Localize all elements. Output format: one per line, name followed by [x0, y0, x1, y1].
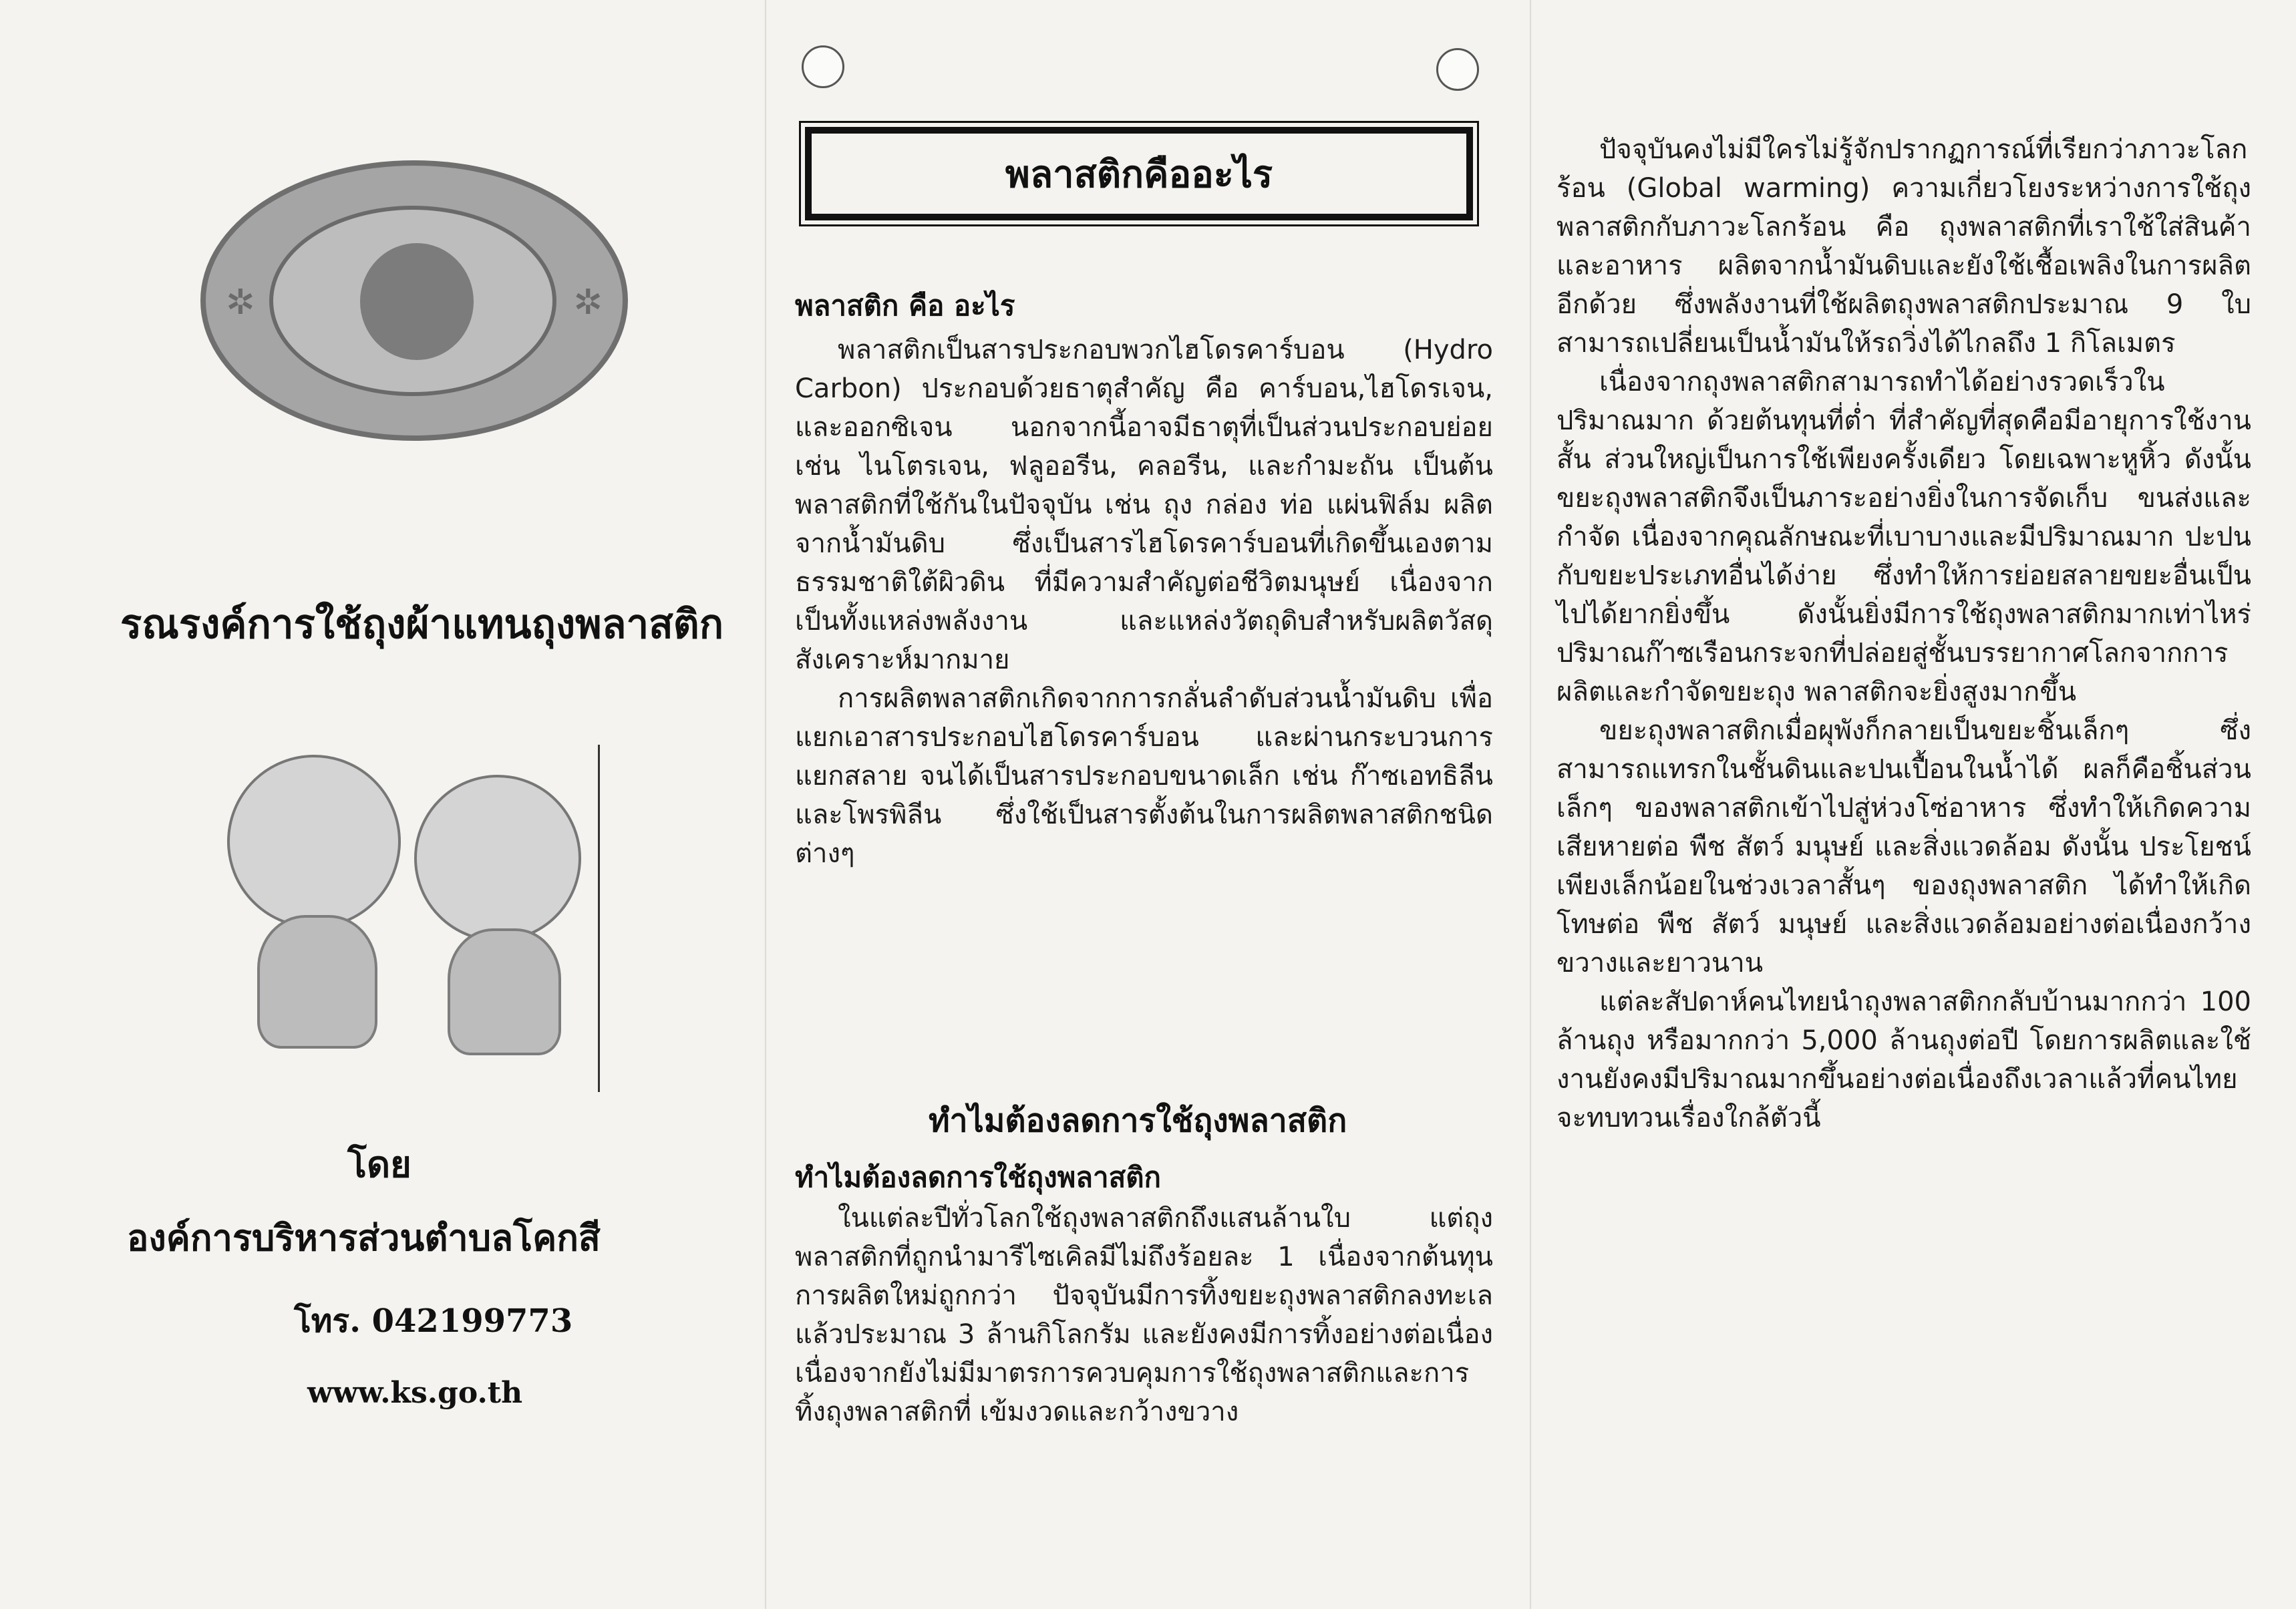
- title-box: [805, 127, 1473, 220]
- mascot-boy-head-icon: [227, 755, 401, 928]
- right-paragraph-1: ปัจจุบันคงไม่มีใครไม่รู้จักปรากฏการณ์ที่เรียกว่าภาวะโลกร้อน (Global warming) ความเกี่ยวโยงระหว่างการใช้ถุงพลาสติกกับภาวะโลกร้อน คือ ถุงพลาสติกที่เราใช้ใส่สินค้าและอาหาร ผลิตจากน้ำมันดิบและยังใช้เชื้อเพลิงในการผลิตอีกด้วย ซึ่งพลังงานที่ใช้ผลิตถุงพลาสติกประมาณ 9 ใบ สามารถเปลี่ยนเป็นน้ำมันให้รถวิ่งได้ไกลถึง 1 กิโลเมตร: [1556, 134, 2251, 359]
- emblem-star-right-icon: ✲: [573, 283, 603, 323]
- global-warming-text-block: [1556, 130, 2251, 1137]
- mascot-boy-body-icon: [257, 915, 377, 1049]
- intro-paragraph-1: พลาสติกเป็นสารประกอบพวกไฮโดรคาร์บอน (Hydro Carbon) ประกอบด้วยธาตุสำคัญ คือ คาร์บอน,ไฮโดรเจน, และออกซิเจน นอกจากนี้อาจมีธาตุที่เป็นส่วนประกอบย่อย เช่น ไนโตรเจน, ฟลูออรีน, คลอรีน, และกำมะถัน เป็นต้น พลาสติกที่ใช้กันในปัจจุบัน เช่น ถุง กล่อง ท่อ แผ่นฟิล์ม ผลิตจากน้ำมันดิบ ซึ่งเป็นสารไฮโดรคาร์บอนที่เกิดขึ้นเองตามธรรมชาติใต้ผิวดิน ที่มีความสำคัญต่อชีวิตมนุษย์ เนื่องจากเป็นทั้งแหล่งพลังงาน และแหล่งวัตถุดิบสำหรับผลิตวัสดุสังเคราะห์มากมาย: [795, 335, 1493, 675]
- right-panel: [1530, 0, 2296, 1609]
- right-paragraph-2: เนื่องจากถุงพลาสติกสามารถทำได้อย่างรวดเร็วในปริมาณมาก ด้วยต้นทุนที่ต่ำ ที่สำคัญที่สุดคือมีอายุการใช้งานสั้น ส่วนใหญ่เป็นการใช้เพียงครั้งเดียว โดยเฉพาะหูหิ้ว ดังนั้นขยะถุงพลาสติกจึงเป็นภาระอย่างยิ่งในการจัดเก็บ ขนส่งและกำจัด เนื่องจากคุณลักษณะที่เบาบางและมีปริมาณมาก ปะปนกับขยะประเภทอื่นได้ง่าย ซึ่งทำให้การย่อยสลายขยะอื่นเป็นไปได้ยากยิ่งขึ้น ดังนั้นยิ่งมีการใช้ถุงพลาสติกมากเท่าไหร่ปริมาณก๊าซเรือนกระจกที่ปล่อยสู่ชั้นบรรยากาศโลกจากการผลิตและกำจัดขยะถุง พลาสติกจะยิ่งสูงมากขึ้น: [1556, 367, 2251, 707]
- page-title: พลาสติกคืออะไร: [1005, 152, 1273, 196]
- organization-name: องค์การบริหารส่วนตำบลโคกสี: [127, 1216, 601, 1259]
- reduce-text-block: [795, 1199, 1493, 1431]
- phone-number: โทร. 042199773: [294, 1302, 573, 1340]
- campaign-title: รณรงค์การใช้ถุงผ้าแทนถุงพลาสติก: [120, 601, 724, 648]
- right-paragraph-3: ขยะถุงพลาสติกเมื่อผุพังก็กลายเป็นขยะชิ้นเล็กๆ ซึ่งสามารถแทรกในชั้นดินและปนเปื้อนในน้ำได้ ผลก็คือชิ้นส่วนเล็กๆ ของพลาสติกเข้าไปสู่ห่วงโซ่อาหาร ซึ่งทำให้เกิดความเสียหายต่อ พืช สัตว์ มนุษย์ และสิ่งแวดล้อม ดังนั้น ประโยชน์เพียงเล็กน้อยในช่วงเวลาสั้นๆ ของถุงพลาสติก ได้ทำให้เกิดโทษต่อ พืช สัตว์ มนุษย์ และสิ่งแวดล้อมอย่างต่อเนื่องกว้างขวางและยาวนาน: [1556, 715, 2251, 978]
- emblem-inner-ring: [269, 206, 556, 396]
- divider-line: [598, 745, 600, 1092]
- reduce-paragraph-1: ในแต่ละปีทั่วโลกใช้ถุงพลาสติกถึงแสนล้านใบ แต่ถุงพลาสติกที่ถูกนำมารีไซเคิลมีไม่ถึงร้อยละ 1 เนื่องจากต้นทุนการผลิตใหม่ถูกกว่า ปัจจุบันมีการทิ้งขยะถุงพลาสติกลงทะเลแล้วประมาณ 3 ล้านกิโลกรัม และยังคงมีการทิ้งอย่างต่อเนื่อง เนื่องจากยังไม่มีมาตรการควบคุมการใช้ถุงพลาสติกและการทิ้งถุงพลาสติกที่ เข้มงวดและกว้างขวาง: [795, 1203, 1493, 1427]
- website-link[interactable]: www.ks.go.th: [307, 1376, 523, 1410]
- mascot-girl-body-icon: [448, 928, 561, 1055]
- emblem-star-left-icon: ✲: [226, 283, 255, 323]
- by-label: โดย: [347, 1143, 412, 1186]
- org-emblem-icon: [200, 160, 628, 441]
- subheading-why-reduce: ทำไมต้องลดการใช้ถุงพลาสติก: [795, 1161, 1161, 1194]
- subheading-what-is-plastic: พลาสติก คือ อะไร: [795, 289, 1015, 322]
- intro-paragraph-2: การผลิตพลาสติกเกิดจากการกลั่นลำดับส่วนน้ำมันดิบ เพื่อแยกเอาสารประกอบไฮโดรคาร์บอน และผ่านกระบวนการแยกสลาย จนได้เป็นสารประกอบขนาดเล็ก เช่น ก๊าซเอทธิลีน และโพรพิลีน ซึ่งใช้เป็นสารตั้งต้นในการผลิตพลาสติกชนิดต่างๆ: [795, 683, 1493, 869]
- left-panel: [0, 0, 765, 1609]
- mascot-girl-head-icon: [414, 775, 581, 942]
- section-title-why-reduce: ทำไมต้องลดการใช้ถุงพลาสติก: [929, 1102, 1347, 1139]
- middle-panel: [765, 0, 1530, 1609]
- right-paragraph-4: แต่ละสัปดาห์คนไทยนำถุงพลาสติกกลับบ้านมากกว่า 100 ล้านถุง หรือมากกว่า 5,000 ล้านถุงต่อปี โดยการผลิตและใช้งานยังคงมีปริมาณมากขึ้นอย่างต่อเนื่องถึงเวลาแล้วที่คนไทยจะทบทวนเรื่องใกล้ตัวนี้: [1556, 987, 2251, 1133]
- intro-text-block: [795, 331, 1493, 873]
- emblem-hands-icon: [360, 243, 474, 360]
